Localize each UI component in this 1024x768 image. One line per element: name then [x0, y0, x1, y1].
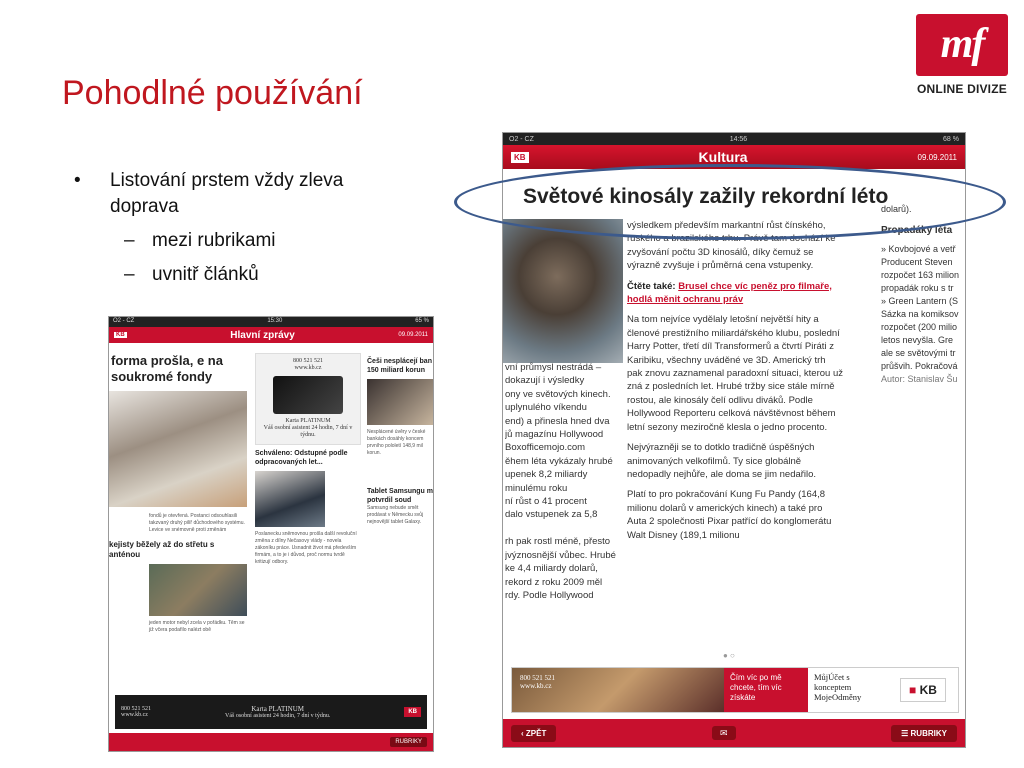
sub-bullet-item: – uvnitř článků [74, 262, 404, 288]
sidebar-heading: Propadáky léta [881, 225, 953, 236]
page-indicator: ● ○ [723, 651, 735, 660]
headline-3[interactable]: Schváleno: Odstupné podle odpracovaných let... [255, 450, 348, 466]
see-also-link[interactable]: Brusel chce víc peněz pro filmaře, hodlá měnit ochranu práv [627, 280, 832, 306]
article-snippet-3: Poslanecku sněmovnou prošla další revoluční změna z dílny Nečasovy vlády - novela zákoníku práce. Usnadnit život má především firmám, a to je i důvod, proč normu tvrdě kritizují odbory. [255, 531, 357, 565]
text-line: end) a přinesla hned dva [505, 415, 610, 427]
text-line: » Green Lantern (S [881, 296, 959, 306]
text-line: ke 4,4 miliardy dolarů, [505, 563, 598, 575]
text-line: propadák roku s tr [881, 283, 954, 293]
text-line: rh pak rostl méně, přesto [505, 536, 611, 548]
app-header [109, 327, 433, 343]
article-snippet-4: Nesplácené úvěry v české bankách dosáhly koncem prvního pololetí 148,9 mil korun. [367, 429, 426, 456]
article-image-4[interactable] [367, 379, 434, 425]
article-title: Světové kinosály zažily rekordní léto [523, 185, 889, 208]
text-line: dokazují i výsledky [505, 375, 585, 387]
rubriky-button[interactable]: ☰ RUBRIKY [891, 725, 957, 742]
slide-title: Pohodlné používání [62, 74, 363, 112]
text-line: jvýznosnější vůbec. Hrubé [505, 549, 616, 561]
text-line: ony ve světových kinech. [505, 388, 611, 400]
mf-logo: mf [916, 14, 1008, 76]
text-line: Boxofficemojo.com [505, 442, 586, 454]
headline-2[interactable]: kejisty běžely až do střetu s anténou [109, 540, 215, 559]
text-line: letos nevyšla. Gre [881, 335, 954, 345]
text-line: Sázka na komiksov [881, 309, 959, 319]
banner-text: MůjÚčet s konceptem MojeOdměny [808, 668, 888, 712]
section-title: Kultura [698, 149, 748, 165]
article-image-2[interactable] [149, 564, 247, 616]
paragraph: Platí to pro pokračování Kung Fu Pandy (164,8 milionu dolarů v amerických kinech) a také pro Auta 2 společnosti Pixar patřící do konglomerátu Walt Disney (189,1 milionu [627, 489, 832, 541]
paragraph: Na tom nejvíce vydělaly letošní největší hity a členové prestižního miliardářského klubu, poslední Harry Potter, třetí díl Transformerů a čtvrtí Piráti z Karibiku, všechny uváděné ve 3D. Americký trh pak znovu zaznamenal paradoxní situaci, kterou už zná z posledních let. Hrubé tržby sice stále mírně rostou, ale kinosály čelí odlivu diváků. Podle Hollywood Reporteru celková návštěvnost během letní sezony meziročně klesla o jedno procento. [627, 314, 843, 433]
text-line: jů magazínu Hollywood [505, 429, 604, 441]
headline-4[interactable]: Češi nesplácejí ban 150 miliard korun [367, 358, 432, 374]
article-body [627, 219, 843, 549]
article-image[interactable] [109, 391, 247, 507]
text-line: » Kovbojové a vetř [881, 244, 956, 254]
see-also: Čtěte také: Brusel chce víc peněz pro filmaře, hodlá měnit ochranu práv [627, 280, 832, 306]
kb-logo: KB [511, 152, 529, 163]
rubriky-button[interactable]: RUBRIKY [390, 737, 427, 747]
back-button[interactable]: ‹ ZPĚT [511, 725, 556, 742]
text-line: minulému roku [505, 482, 568, 494]
paragraph: Nejvýrazněji se to dotklo tradičně úspěšných animovaných velkofilmů. Ty sice globálně nedopadly nejhůře, ale doma se jim nedařilo. [627, 442, 817, 480]
bullet-list [74, 168, 404, 288]
article-photo [503, 219, 623, 363]
article-snippet: fondů je otevřená. Postanci odsouhlasili takzvaný druhý pilíř důchodového systému. Levice ve snémovně proti změnám [149, 513, 245, 533]
header-date: 09.09.2011 [398, 332, 428, 338]
mail-icon[interactable]: ✉ [712, 726, 736, 740]
text-line: vní průmysl nestrádá – [505, 362, 602, 373]
footer-bar [109, 733, 433, 751]
text-line: Producent Steven [881, 257, 953, 267]
status-bar: O2 - CZ 15:30 65 % [109, 317, 433, 327]
text-line: rozpočet (200 milio [881, 322, 958, 332]
paragraph: výsledkem především markantní růst čínského, ruského a brazilského trhu. Právě tam dochází ke zvyšování počtu 3D kinosálů, díky čemuž se výrazně zvyšuje i průměrná cena vstupenky. [627, 220, 836, 272]
article-snippet-2: jeden motor nebyl zcela v pořádku. Těm se již včera podařilo nalézt obě [149, 620, 245, 633]
text-line: ěhem léta vykázaly hrubé [505, 455, 613, 467]
text-line [505, 522, 617, 535]
kb-logo: KB [404, 707, 421, 717]
header-date: 09.09.2011 [917, 152, 957, 162]
credit-card-image [273, 376, 343, 414]
banner-logo: ■ KB [888, 668, 958, 712]
text-line: upenek 8,2 miliardy [505, 469, 588, 481]
small-tablet-screenshot [108, 316, 434, 752]
headline[interactable]: forma prošla, e na soukromé fondy [111, 353, 223, 384]
previous-page-text [505, 361, 617, 602]
text-line: rdy. Podle Hollywood [505, 589, 594, 601]
footer-bar [503, 719, 965, 747]
text-line: rozpočet 163 milion [881, 270, 960, 280]
kb-banner[interactable] [511, 667, 959, 713]
logo-subtitle: ONLINE DIVIZE [917, 82, 1007, 96]
text-line: ale se světovými tr [881, 348, 956, 358]
highlight-ellipse [454, 164, 1006, 240]
text-line: uplynulého víkendu [505, 402, 587, 414]
text-line: rekord z roku 2009 měl [505, 576, 603, 588]
column-2 [255, 353, 361, 566]
section-title: Hlavní zprávy [230, 329, 295, 341]
kb-banner[interactable]: 800 521 521 www.kb.cz Karta PLATINUM Váš osobní asistent 24 hodin, 7 dní v týdnu. KB [115, 695, 427, 729]
text-line: průšvih. Pokračová [881, 361, 958, 371]
banner-image: 800 521 521 www.kb.cz [512, 668, 724, 712]
text-line: ní růst o 41 procent [505, 496, 587, 508]
text-line: dalo vstupenek za 5,8 [505, 509, 598, 521]
kb-logo: KB [116, 332, 125, 338]
column-3 [367, 353, 434, 526]
status-bar: O2 - CZ 14:56 68 % [503, 133, 965, 145]
next-page-text: dolarů). Propadáky léta » Kovbojové a vetř Producent Steven rozpočet 163 milion propadák roku s tr » Green Lantern (S Sázka na komiksov rozpočet (200 milio letos nevyšla. Gre ale se světovými tr průšvih. Pokračová Autor: Stanislav Šu [881, 203, 966, 386]
column-1 [109, 353, 247, 683]
bullet-item: • Listování prstem vždy zleva doprava [74, 168, 404, 220]
kb-ad[interactable]: 800 521 521 www.kb.cz Karta PLATINUM Váš osobní asistent 24 hodin, 7 dní v týdnu. [255, 353, 361, 445]
sub-bullet-item: – mezi rubrikami [74, 228, 404, 254]
article-snippet-5: Samsung nebude smět prodávat v Německu svůj nejnovější tablet Galaxy. [367, 505, 424, 525]
article-image-3[interactable] [255, 471, 325, 527]
author: Autor: Stanislav Šu [881, 374, 958, 384]
banner-red-text: Čím víc po mě chcete, tím víc získáte [724, 668, 808, 712]
headline-5[interactable]: Tablet Samsungu m potvrdil soud [367, 488, 433, 504]
